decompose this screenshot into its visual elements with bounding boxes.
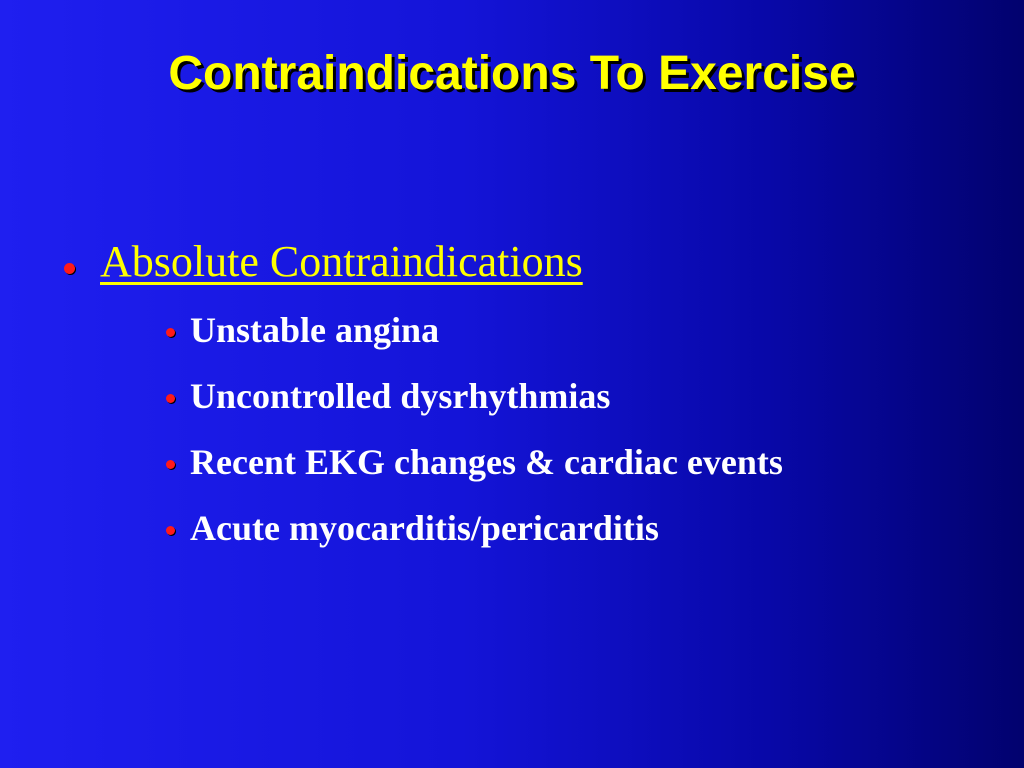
list-item-text: Uncontrolled dysrhythmias bbox=[190, 376, 611, 416]
list-item-text: Unstable angina bbox=[190, 310, 440, 350]
list-item-bullet bbox=[166, 526, 175, 535]
list-item-bullet bbox=[166, 460, 175, 469]
section-heading: Absolute Contraindications bbox=[100, 237, 583, 286]
list-item-text: Acute myocarditis/pericarditis bbox=[190, 508, 659, 548]
list-item-bullet bbox=[166, 394, 175, 403]
list-item-bullet bbox=[166, 328, 175, 337]
section-bullet bbox=[64, 263, 75, 274]
list-item-text: Recent EKG changes & cardiac events bbox=[190, 442, 783, 482]
slide-title: Contraindications To Exercise bbox=[168, 47, 856, 100]
